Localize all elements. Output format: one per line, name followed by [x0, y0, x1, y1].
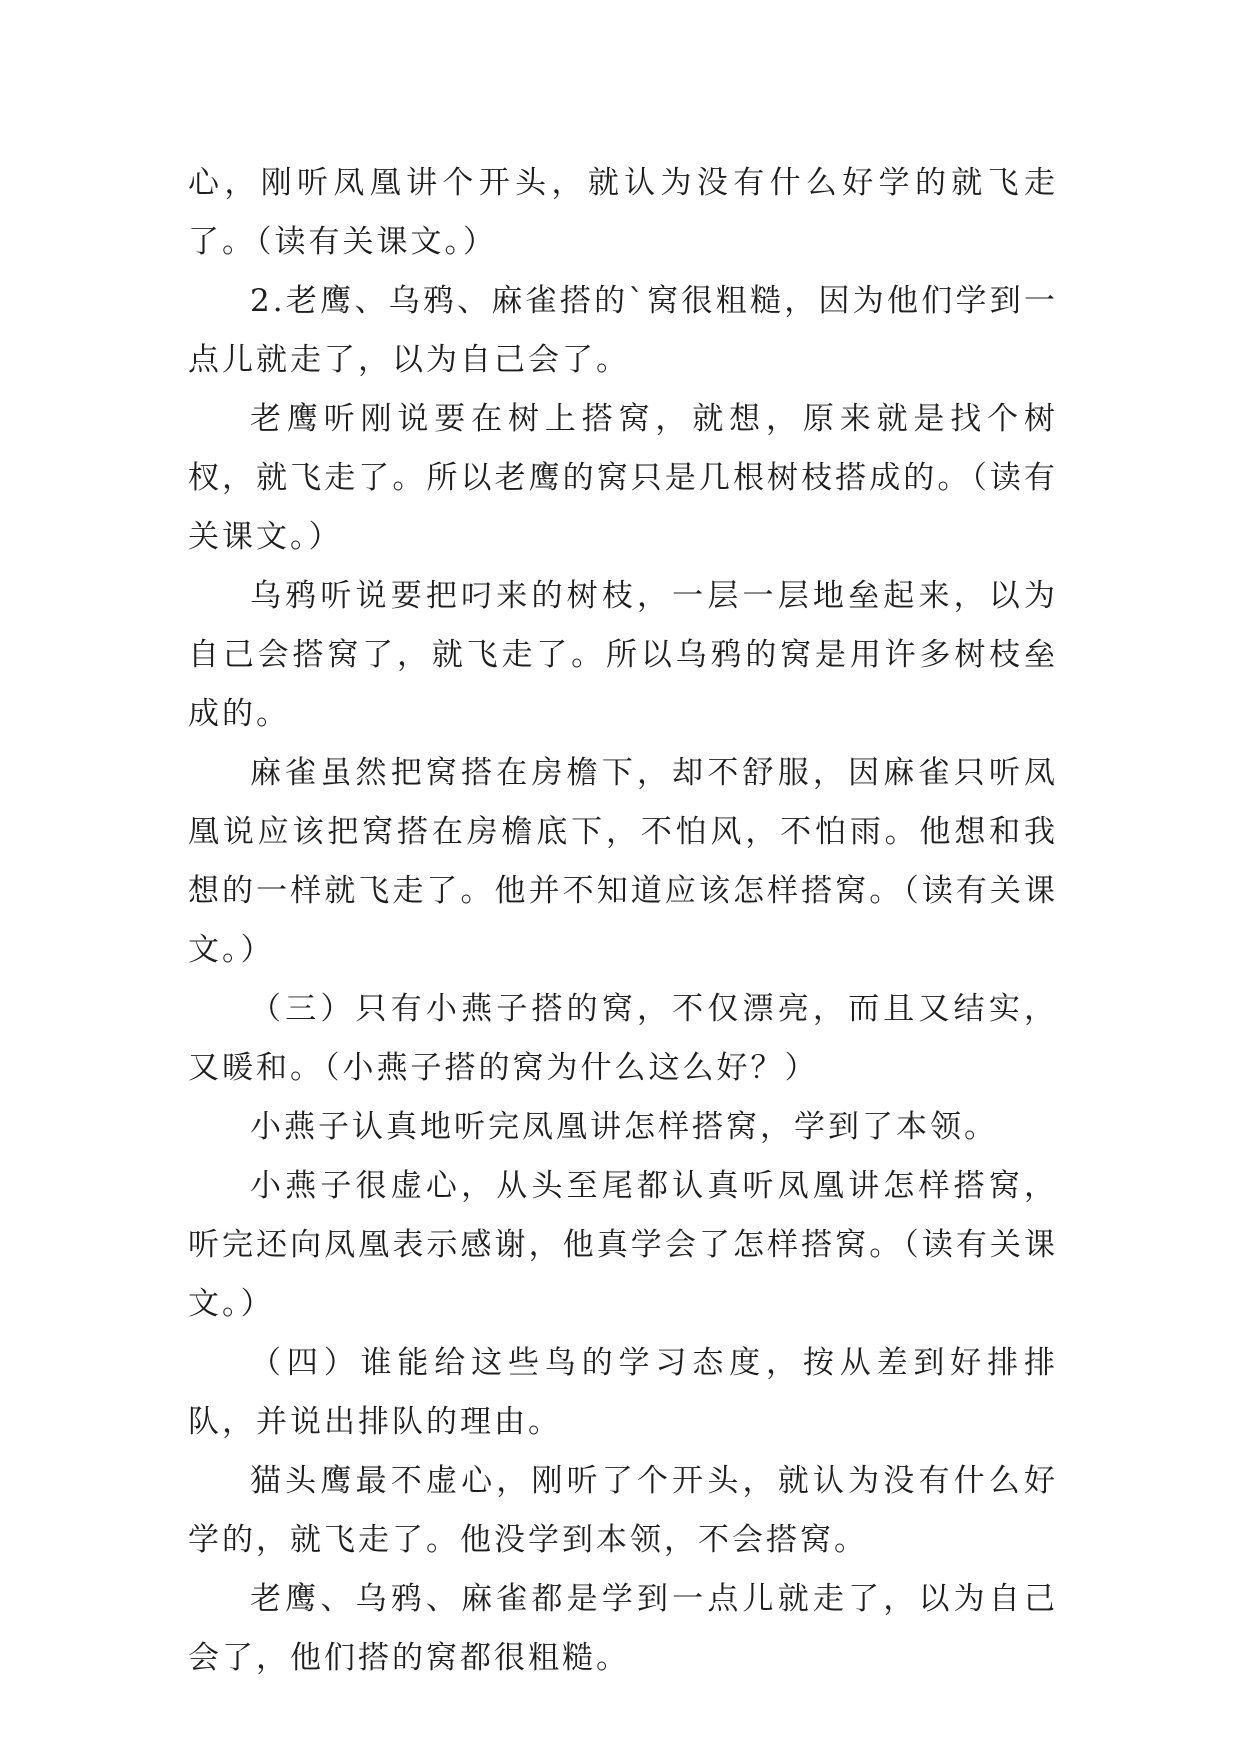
paragraph-eagle: 老鹰听刚说要在树上搭窝，就想，原来就是找个树杈，就飞走了。所以老鹰的窝只是几根树枝搭成的。（读有关课文。） — [188, 401, 1058, 555]
paragraph-owl-continuation: 心，刚听凤凰讲个开头，就认为没有什么好学的就飞走了。（读有关课文。） — [188, 165, 1058, 260]
paragraph-crow: 乌鸦听说要把叼来的树枝，一层一层地垒起来，以为自己会搭窝了，就飞走了。所以乌鸦的窝是用许多树枝垒成的。 — [188, 578, 1058, 732]
document-body — [188, 154, 1058, 1688]
paragraph-swallow-humble: 小燕子很虚心，从头至尾都认真听凤凰讲怎样搭窝，听完还向凤凰表示感谢，他真学会了怎样搭窝。（读有关课文。） — [188, 1168, 1058, 1322]
paragraph-section-4: （四）谁能给这些鸟的学习态度，按从差到好排排队，并说出排队的理由。 — [188, 1345, 1058, 1440]
paragraph-sparrow: 麻雀虽然把窝搭在房檐下，却不舒服，因麻雀只听凤凰说应该把窝搭在房檐底下，不怕风，不怕雨。他想和我想的一样就飞走了。他并不知道应该怎样搭窝。（读有关课文。） — [188, 755, 1058, 968]
paragraph-section-3: （三）只有小燕子搭的窝，不仅漂亮，而且又结实，又暖和。（小燕子搭的窝为什么这么好？） — [188, 991, 1058, 1086]
paragraph-others-summary: 老鹰、乌鸦、麻雀都是学到一点儿就走了，以为自己会了，他们搭的窝都很粗糙。 — [188, 1581, 1058, 1676]
paragraph-owl-summary: 猫头鹰最不虚心，刚听了个开头，就认为没有什么好学的，就飞走了。他没学到本领，不会搭窝。 — [188, 1463, 1058, 1558]
paragraph-swallow-learned: 小燕子认真地听完凤凰讲怎样搭窝，学到了本领。 — [250, 1109, 998, 1145]
paragraph-point-2: 2.老鹰、乌鸦、麻雀搭的`窝很粗糙，因为他们学到一点儿就走了，以为自己会了。 — [188, 283, 1058, 378]
